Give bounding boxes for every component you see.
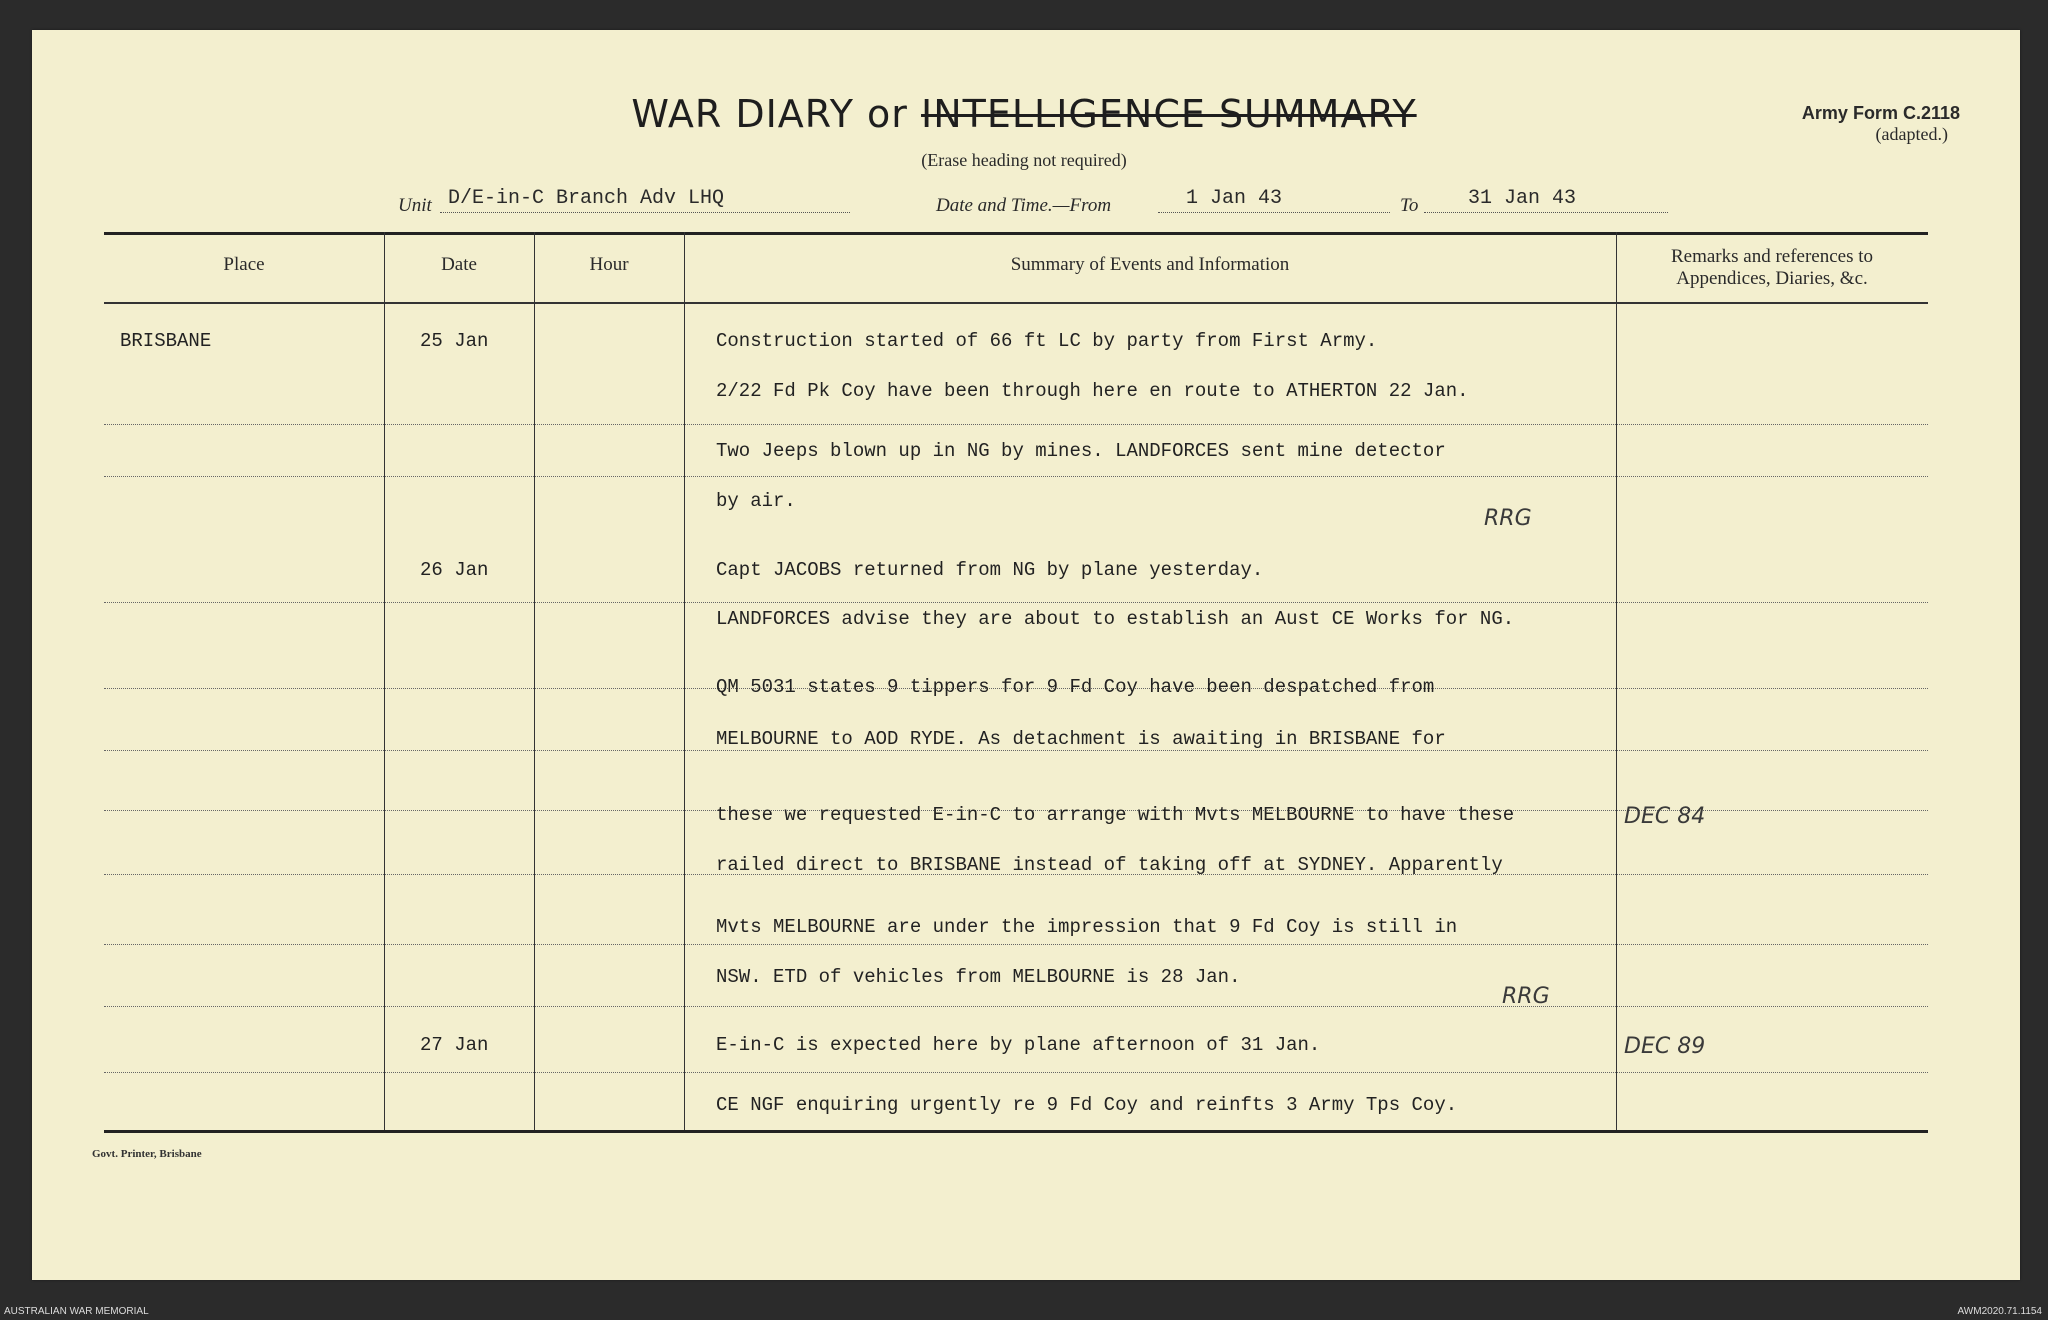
header-remarks-line1: Remarks and references to [1670, 246, 1874, 267]
title-main: WAR DIARY or [631, 92, 908, 136]
army-form-number: Army Form C.2118 [1801, 103, 1960, 123]
date-label: Date and Time.—From [936, 195, 1112, 216]
row-rule [104, 602, 1928, 603]
page-subtitle: (Erase heading not required) [921, 150, 1127, 170]
row-date: 27 Jan [420, 1034, 489, 1056]
page-title [0, 92, 2048, 136]
row-summary: 2/22 Fd Pk Coy have been through here en route to ATHERTON 22 Jan. [716, 380, 1469, 402]
from-dots [1158, 212, 1390, 213]
army-form-adapted: (adapted.) [1875, 124, 1948, 144]
header-remarks [1616, 246, 1928, 290]
row-summary: NSW. ETD of vehicles from MELBOURNE is 28 Jan. [716, 966, 1241, 988]
header-remarks-line2: Appendices, Diaries, &c. [1676, 268, 1868, 289]
row-remark: DEC 84 [1624, 804, 1706, 829]
table-header-rule [104, 302, 1928, 304]
table-top-rule [104, 232, 1928, 235]
unit-label: Unit [398, 195, 432, 216]
row-rule [104, 476, 1928, 477]
row-rule [104, 1006, 1928, 1007]
printer-imprint: Govt. Printer, Brisbane [92, 1148, 202, 1160]
row-summary: Capt JACOBS returned from NG by plane yesterday. [716, 559, 1264, 581]
column-divider [384, 232, 385, 1130]
row-date: 26 Jan [420, 559, 489, 581]
archive-credit: AUSTRALIAN WAR MEMORIAL [4, 1306, 149, 1317]
row-summary: MELBOURNE to AOD RYDE. As detachment is awaiting in BRISBANE for [716, 728, 1446, 750]
archive-reference: AWM2020.71.1154 [1957, 1306, 2042, 1317]
row-rule [104, 1072, 1928, 1073]
to-dots [1424, 212, 1668, 213]
header-date: Date [441, 254, 477, 275]
row-summary: LANDFORCES advise they are about to establish an Aust CE Works for NG. [716, 608, 1515, 630]
header-place: Place [223, 254, 265, 275]
diary-table [104, 232, 1928, 1132]
row-place: BRISBANE [120, 330, 212, 352]
initials-signature: RRG [1484, 506, 1532, 531]
row-summary: Construction started of 66 ft LC by party from First Army. [716, 330, 1378, 352]
row-summary: these we requested E-in-C to arrange with Mvts MELBOURNE to have these [716, 804, 1515, 826]
title-struck: INTELLIGENCE SUMMARY [921, 92, 1417, 136]
to-label: To [1400, 195, 1419, 216]
row-rule [104, 750, 1928, 751]
row-summary: CE NGF enquiring urgently re 9 Fd Coy and reinfts 3 Army Tps Coy. [716, 1094, 1458, 1116]
army-form-ref [1802, 103, 1960, 145]
unit-dots [440, 212, 850, 213]
column-divider [1616, 232, 1617, 1130]
row-summary: E-in-C is expected here by plane afternoon of 31 Jan. [716, 1034, 1321, 1056]
column-divider [684, 232, 685, 1130]
table-bottom-rule [104, 1130, 1928, 1133]
column-divider [534, 232, 535, 1130]
to-value: 31 Jan 43 [1468, 187, 1577, 210]
from-value: 1 Jan 43 [1186, 187, 1283, 210]
row-date: 25 Jan [420, 330, 489, 352]
header-hour: Hour [589, 254, 629, 275]
row-rule [104, 944, 1928, 945]
row-summary: Two Jeeps blown up in NG by mines. LANDFORCES sent mine detector [716, 440, 1446, 462]
row-summary: Mvts MELBOURNE are under the impression that 9 Fd Coy is still in [716, 916, 1458, 938]
row-summary: QM 5031 states 9 tippers for 9 Fd Coy have been despatched from [716, 676, 1435, 698]
row-rule [104, 424, 1928, 425]
header-summary: Summary of Events and Information [1010, 254, 1290, 275]
unit-value: D/E-in-C Branch Adv LHQ [448, 187, 725, 210]
row-summary: by air. [716, 490, 796, 512]
row-summary: railed direct to BRISBANE instead of taking off at SYDNEY. Apparently [716, 854, 1503, 876]
initials-signature: RRG [1502, 984, 1550, 1009]
row-remark: DEC 89 [1624, 1034, 1706, 1059]
